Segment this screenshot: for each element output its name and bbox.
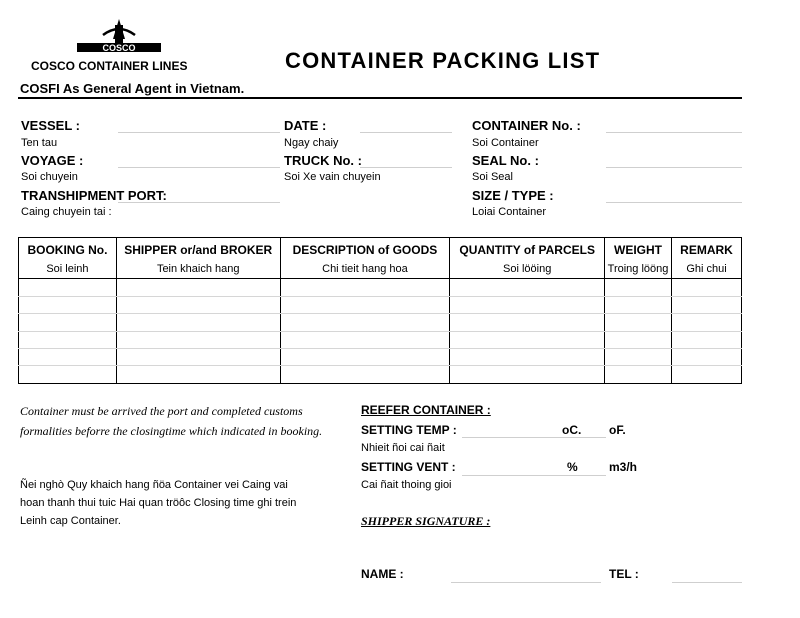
column-header: BOOKING No. Soi leinh: [19, 238, 117, 279]
note-viet-line2: hoan thanh thui tuic Hai quan tröôc Closing time ghi trein: [20, 497, 297, 509]
size-type-field[interactable]: [606, 202, 742, 203]
seal-sub: Soi Seal: [472, 171, 513, 183]
name-label: NAME :: [361, 567, 404, 581]
voyage-sub: Soi chuyein: [21, 171, 78, 183]
temp-sub: Nhieit ñoi cai ñait: [361, 442, 445, 454]
size-type-label: SIZE / TYPE :: [472, 188, 554, 203]
truck-sub: Soi Xe vain chuyein: [284, 171, 381, 183]
note-viet-line1: Ñei nghò Quy khaich hang ñöa Container vei Caing vai: [20, 479, 288, 491]
container-no-label: CONTAINER No. :: [472, 118, 581, 133]
agent-line: COSFI As General Agent in Vietnam.: [20, 81, 245, 96]
seal-field[interactable]: [606, 167, 742, 168]
date-field[interactable]: [360, 132, 452, 133]
transhipment-field[interactable]: [118, 202, 280, 203]
name-field[interactable]: [451, 582, 601, 583]
table-row[interactable]: [19, 366, 742, 384]
seal-label: SEAL No. :: [472, 153, 539, 168]
page-title: CONTAINER PACKING LIST: [285, 48, 601, 73]
table-row[interactable]: [19, 349, 742, 366]
packing-table: [18, 237, 742, 384]
transhipment-label: TRANSHIPMENT PORT:: [21, 188, 167, 203]
tel-field[interactable]: [672, 582, 742, 583]
cosco-logo-icon: [75, 17, 163, 57]
reefer-heading: REEFER CONTAINER :: [361, 403, 491, 417]
company-name: COSCO CONTAINER LINES: [31, 59, 188, 73]
signature-heading: SHIPPER SIGNATURE :: [361, 514, 491, 528]
container-no-field[interactable]: [606, 132, 742, 133]
temp-unit-c: oC.: [562, 423, 582, 437]
table-row[interactable]: [19, 296, 742, 313]
header-divider: [18, 97, 742, 99]
tel-label: TEL :: [609, 567, 639, 581]
truck-field[interactable]: [360, 167, 452, 168]
vent-sub: Cai ñait thoing gioi: [361, 479, 452, 491]
column-header: SHIPPER or/and BROKER Tein khaich hang: [116, 238, 280, 279]
table-row[interactable]: [19, 279, 742, 296]
vent-unit-m3: m3/h: [609, 460, 638, 474]
vessel-sub: Ten tau: [21, 137, 58, 149]
date-sub: Ngay chaiy: [284, 137, 339, 149]
table-row[interactable]: [19, 314, 742, 331]
voyage-label: VOYAGE :: [21, 153, 84, 168]
temp-label: SETTING TEMP :: [361, 423, 457, 437]
column-header: REMARK Ghi chui: [672, 238, 742, 279]
column-header: WEIGHT Troing lööng: [605, 238, 672, 279]
size-type-sub: Loiai Container: [472, 206, 546, 218]
temp-field[interactable]: [462, 437, 606, 438]
vessel-label: VESSEL :: [21, 118, 81, 133]
column-header: DESCRIPTION of GOODS Chi tieit hang hoa: [280, 238, 450, 279]
container-no-sub: Soi Container: [472, 137, 539, 149]
logo-text: COSCO: [102, 43, 136, 53]
voyage-field[interactable]: [118, 167, 280, 168]
column-header: QUANTITY of PARCELS Soi lööing: [450, 238, 605, 279]
vent-unit-pct: %: [567, 460, 578, 474]
temp-unit-f: oF.: [609, 423, 626, 437]
company-logo: [75, 17, 163, 57]
table-row[interactable]: [19, 331, 742, 348]
note-viet-line3: Leinh cap Container.: [20, 515, 121, 527]
note-english-line1: Container must be arrived the port and completed customs: [20, 404, 303, 418]
vent-field[interactable]: [462, 475, 606, 476]
note-english-line2: formalities beforre the closingtime which indicated in booking.: [20, 424, 323, 438]
vent-label: SETTING VENT :: [361, 460, 456, 474]
truck-label: TRUCK No. :: [284, 153, 362, 168]
transhipment-sub: Caing chuyein tai :: [21, 206, 112, 218]
vessel-field[interactable]: [118, 132, 280, 133]
table-header-row: [19, 238, 742, 279]
date-label: DATE :: [284, 118, 327, 133]
